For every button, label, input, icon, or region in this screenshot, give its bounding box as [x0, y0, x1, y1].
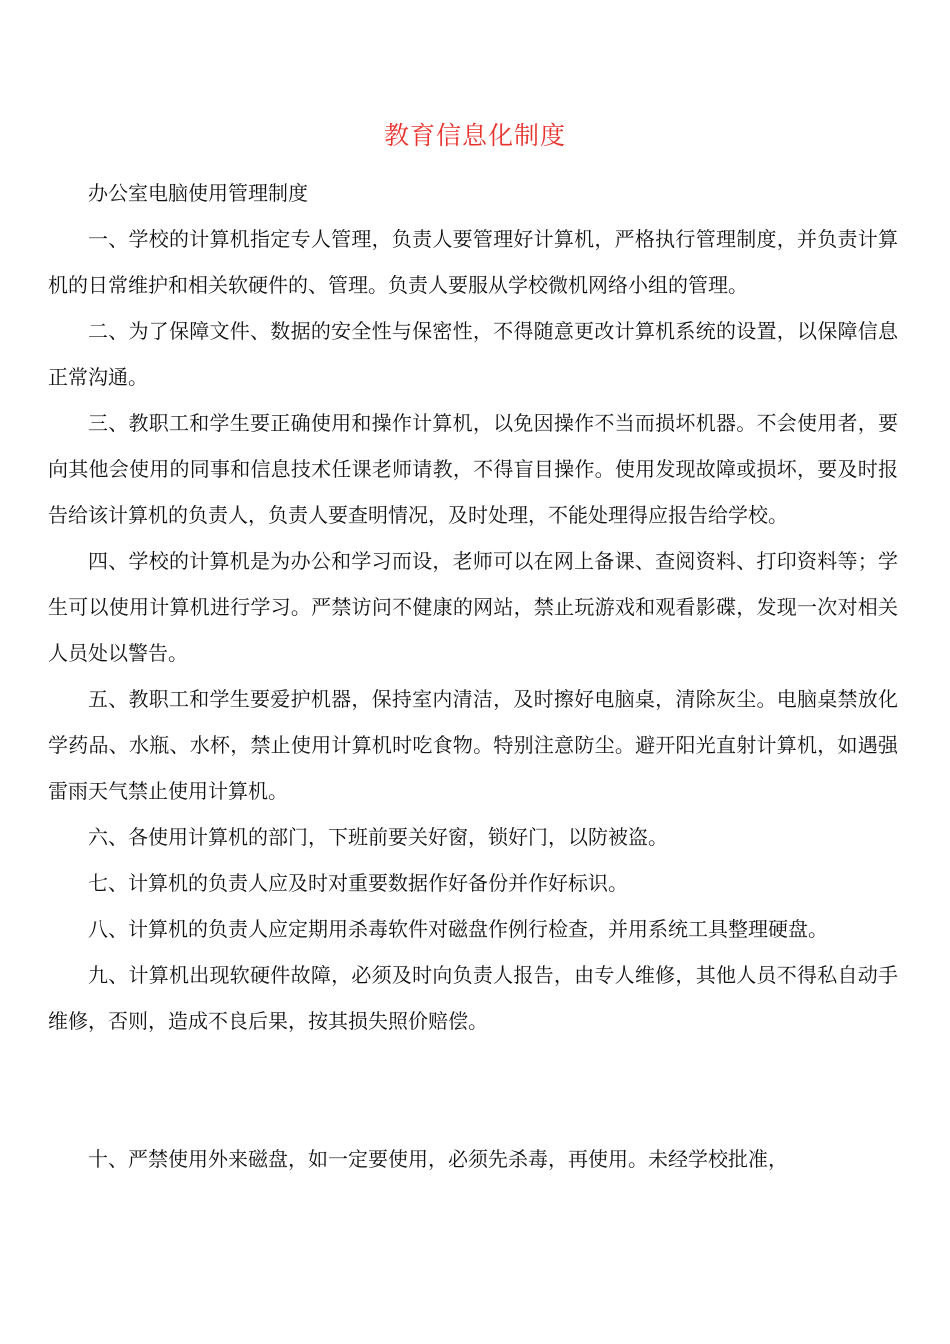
paragraph-4: 四、学校的计算机是为办公和学习而设，老师可以在网上备课、查阅资料、打印资料等；学生可以使用计算机进行学习。严禁访问不健康的网站，禁止玩游戏和观看影碟，发现一次对相关人员处以警告。	[48, 549, 898, 665]
paragraph-6: 六、各使用计算机的部门，下班前要关好窗，锁好门，以防被盗。	[88, 825, 668, 849]
paragraph-5: 五、教职工和学生要爱护机器，保持室内清洁，及时擦好电脑桌，清除灰尘。电脑桌禁放化学药品、水瓶、水杯，禁止使用计算机时吃食物。特别注意防尘。避开阳光直射计算机，如遇强雷雨天气禁止使用计算机。	[48, 687, 898, 803]
paragraph-2: 二、为了保障文件、数据的安全性与保密性，不得随意更改计算机系统的设置，以保障信息正常沟通。	[48, 319, 898, 389]
paragraph-1: 一、学校的计算机指定专人管理，负责人要管理好计算机，严格执行管理制度，并负责计算机的日常维护和相关软硬件的、管理。负责人要服从学校微机网络小组的管理。	[48, 227, 898, 297]
section-heading: 办公室电脑使用管理制度	[88, 181, 308, 205]
paragraph-8: 八、计算机的负责人应定期用杀毒软件对磁盘作例行检查，并用系统工具整理硬盘。	[88, 917, 828, 941]
document-body	[48, 170, 898, 1182]
paragraph-3: 三、教职工和学生要正确使用和操作计算机，以免因操作不当而损坏机器。不会使用者，要向其他会使用的同事和信息技术任课老师请教，不得盲目操作。使用发现故障或损坏，要及时报告给该计算机的负责人，负责人要查明情况，及时处理，不能处理得应报告给学校。	[48, 411, 898, 527]
paragraph-10: 十、严禁使用外来磁盘，如一定要使用，必须先杀毒，再使用。未经学校批准，	[88, 1147, 788, 1171]
document-title: 教育信息化制度	[383, 121, 566, 150]
paragraph-9: 九、计算机出现软硬件故障，必须及时向负责人报告，由专人维修，其他人员不得私自动手维修，否则，造成不良后果，按其损失照价赔偿。	[48, 963, 898, 1033]
paragraph-7: 七、计算机的负责人应及时对重要数据作好备份并作好标识。	[88, 871, 628, 895]
